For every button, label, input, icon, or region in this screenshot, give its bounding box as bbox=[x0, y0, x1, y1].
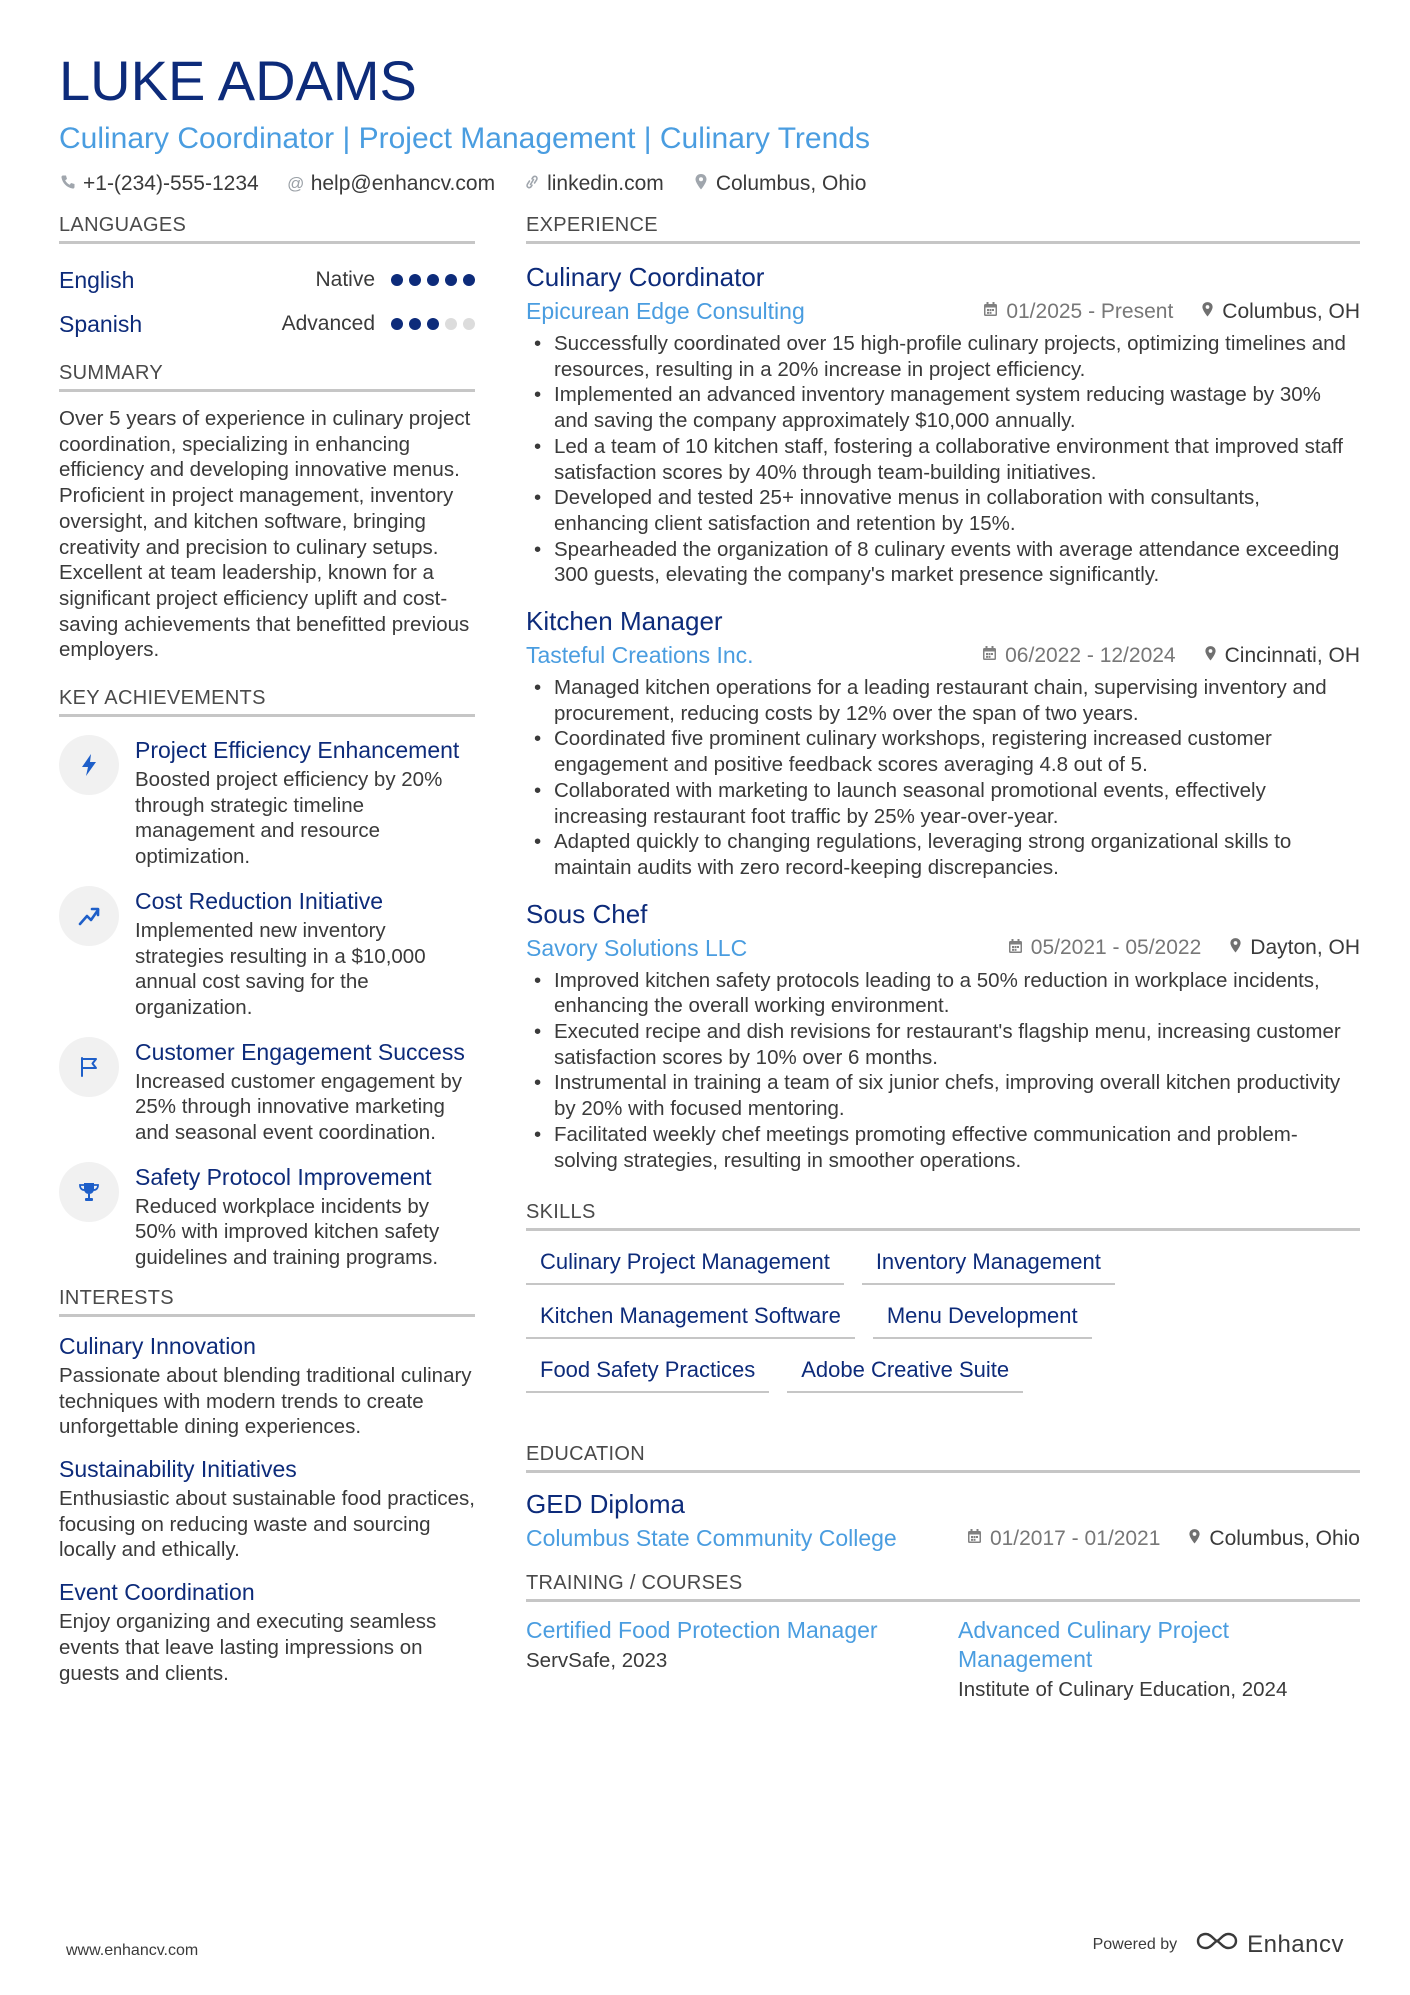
course-item bbox=[526, 1616, 958, 1704]
interest-item bbox=[59, 1577, 475, 1686]
job-location bbox=[1229, 936, 1360, 960]
job-bullet: • Implemented an advanced inventory management system reducing wastage by 30% and saving the company approximately $10,000 annually. bbox=[526, 382, 1360, 433]
languages-title: LANGUAGES bbox=[59, 214, 475, 244]
language-name: Spanish bbox=[59, 310, 143, 337]
achievement-desc: Boosted project efficiency by 20% through strategic timeline management and resource optimization. bbox=[135, 768, 443, 869]
training-title: TRAINING / COURSES bbox=[526, 1572, 1360, 1602]
interests-list bbox=[59, 1331, 475, 1686]
experience-section bbox=[526, 214, 1360, 1173]
calendar-icon bbox=[967, 1528, 982, 1549]
languages-section bbox=[59, 214, 475, 346]
job-company: Epicurean Edge Consulting bbox=[526, 298, 805, 324]
job-location-text: Cincinnati, OH bbox=[1224, 643, 1360, 667]
job-bullets bbox=[526, 675, 1360, 881]
contact-email[interactable] bbox=[287, 172, 495, 196]
contact-phone[interactable] bbox=[59, 172, 259, 196]
proficiency-dot-filled bbox=[409, 274, 421, 286]
job-bullet: • Collaborated with marketing to launch seasonal promotional events, effectively increasing restaurant foot traffic by 25% year-over-year. bbox=[526, 778, 1360, 829]
achievement-desc: Reduced workplace incidents by 50% with improved kitchen safety guidelines and training programs. bbox=[135, 1194, 440, 1270]
contact-linkedin-text: linkedin.com bbox=[547, 172, 664, 195]
link-icon bbox=[523, 174, 541, 195]
interest-desc: Passionate about blending traditional culinary techniques with modern trends to create unforgettable dining experiences. bbox=[59, 1363, 472, 1439]
location-icon bbox=[1201, 301, 1214, 323]
education-meta bbox=[526, 1525, 1360, 1552]
job-title: Culinary Coordinator bbox=[526, 262, 765, 292]
powered-by-text: Powered by bbox=[1092, 1935, 1178, 1953]
job-meta bbox=[526, 642, 1360, 669]
language-level: Advanced bbox=[281, 312, 375, 335]
interest-title: Event Coordination bbox=[59, 1579, 255, 1606]
language-proficiency-dots bbox=[391, 274, 475, 286]
achievement-title: Cost Reduction Initiative bbox=[135, 887, 384, 914]
job-meta bbox=[526, 298, 1360, 325]
achievements-list bbox=[59, 735, 475, 1271]
skills-list bbox=[526, 1249, 1186, 1393]
left-column bbox=[59, 214, 475, 1700]
achievement-desc: Implemented new inventory strategies resulting in a $10,000 annual cost saving for the organization. bbox=[135, 918, 426, 1019]
achievement-title: Safety Protocol Improvement bbox=[135, 1163, 432, 1190]
right-column bbox=[526, 214, 1360, 1704]
job-bullet: • Adapted quickly to changing regulations, leveraging strong organizational skills to maintain audits with zero record-keeping discrepancies. bbox=[526, 829, 1360, 880]
interest-desc: Enjoy organizing and executing seamless events that leave lasting impressions on guests and clients. bbox=[59, 1610, 437, 1685]
flag-icon bbox=[59, 1037, 119, 1097]
proficiency-dot-filled bbox=[463, 274, 475, 286]
brand-logo[interactable] bbox=[1195, 1930, 1344, 1959]
achievement-item bbox=[59, 886, 475, 1021]
job-company: Tasteful Creations Inc. bbox=[526, 642, 754, 669]
summary-text: Over 5 years of experience in culinary project coordination, specializing in enhancing efficiency and developing innovative menus. Proficient in project management, inventory oversight, and kitchen software, bringing creativity and precision to culinary setups. Excellent at team leadership, known for a significant project efficiency uplift and cost-saving achievements that benefitted previous employers. bbox=[59, 407, 471, 662]
job-location-text: Dayton, OH bbox=[1250, 936, 1360, 960]
location-icon bbox=[1229, 937, 1242, 959]
infinity-logo-icon bbox=[1195, 1930, 1239, 1959]
resume-header bbox=[59, 50, 1359, 196]
job-bullet: • Developed and tested 25+ innovative menus in collaboration with consultants, enhancing client satisfaction and retention by 15%. bbox=[526, 485, 1360, 536]
phone-icon bbox=[59, 174, 77, 195]
experience-title: EXPERIENCE bbox=[526, 214, 1360, 244]
job-bullets bbox=[526, 331, 1360, 588]
skill-tag: Inventory Management bbox=[862, 1249, 1115, 1285]
education-date-text: 01/2017 - 01/2021 bbox=[989, 1526, 1161, 1550]
lightning-icon bbox=[59, 735, 119, 795]
education-location bbox=[1188, 1527, 1360, 1551]
interest-item bbox=[59, 1454, 475, 1563]
skill-tag: Food Safety Practices bbox=[526, 1357, 769, 1393]
skill-tag: Adobe Creative Suite bbox=[787, 1357, 1023, 1393]
achievement-item bbox=[59, 1037, 475, 1146]
achievements-section bbox=[59, 687, 475, 1271]
proficiency-dot-filled bbox=[427, 318, 439, 330]
achievement-title: Project Efficiency Enhancement bbox=[135, 737, 460, 764]
job-company: Savory Solutions LLC bbox=[526, 934, 748, 961]
job-location bbox=[1204, 644, 1360, 668]
achievements-title: KEY ACHIEVEMENTS bbox=[59, 687, 475, 717]
interest-title: Culinary Innovation bbox=[59, 1332, 256, 1359]
footer-website[interactable]: www.enhancv.com bbox=[66, 1942, 199, 1959]
job-bullet: • Spearheaded the organization of 8 culinary events with average attendance exceeding 300 guests, elevating the company's market presence significantly. bbox=[526, 537, 1360, 588]
job-location-text: Columbus, OH bbox=[1222, 299, 1360, 323]
achievement-item bbox=[59, 1162, 475, 1271]
achievement-title: Customer Engagement Success bbox=[135, 1038, 465, 1065]
course-provider: ServSafe, 2023 bbox=[526, 1649, 668, 1673]
education-section bbox=[526, 1443, 1360, 1552]
job-bullet: • Improved kitchen safety protocols leading to a 50% reduction in workplace incidents, enhancing the overall working environment. bbox=[526, 968, 1360, 1019]
footer-branding bbox=[1093, 1930, 1344, 1959]
skill-tag: Culinary Project Management bbox=[526, 1249, 844, 1285]
job-bullet: • Instrumental in training a team of six junior chefs, improving overall kitchen productivity by 20% with focused mentoring. bbox=[526, 1070, 1360, 1121]
chart-arrow-icon bbox=[59, 886, 119, 946]
job-bullet: • Led a team of 10 kitchen staff, fostering a collaborative environment that improved staff satisfaction scores by 40% through team-building initiatives. bbox=[526, 434, 1360, 485]
language-name: English bbox=[59, 266, 135, 293]
job-date bbox=[1008, 936, 1201, 960]
job-bullet: • Managed kitchen operations for a leading restaurant chain, supervising inventory and procurement, reducing costs by 12% over the span of two years. bbox=[526, 675, 1360, 726]
calendar-icon bbox=[1008, 938, 1023, 959]
job-date-text: 06/2022 - 12/2024 bbox=[1005, 643, 1176, 667]
interest-title: Sustainability Initiatives bbox=[59, 1455, 297, 1482]
proficiency-dot-filled bbox=[445, 274, 457, 286]
education-date bbox=[967, 1527, 1160, 1551]
job-location bbox=[1201, 300, 1360, 324]
calendar-icon bbox=[982, 645, 997, 666]
achievement-item bbox=[59, 735, 475, 870]
job-meta bbox=[526, 935, 1360, 962]
training-section bbox=[526, 1572, 1360, 1704]
skill-tag: Kitchen Management Software bbox=[526, 1303, 855, 1339]
job-bullets bbox=[526, 968, 1360, 1174]
job-date bbox=[982, 644, 1175, 668]
language-level: Native bbox=[315, 268, 375, 291]
calendar-icon bbox=[983, 301, 998, 322]
summary-title: SUMMARY bbox=[59, 362, 475, 392]
course-provider: Institute of Culinary Education, 2024 bbox=[958, 1678, 1288, 1702]
job-date-text: 05/2021 - 05/2022 bbox=[1030, 936, 1202, 960]
summary-section bbox=[59, 362, 475, 663]
skills-section bbox=[526, 1201, 1360, 1393]
trophy-icon bbox=[59, 1162, 119, 1222]
location-icon bbox=[692, 173, 710, 196]
proficiency-dot-empty bbox=[463, 318, 475, 330]
course-title: Advanced Culinary Project Management bbox=[958, 1617, 1230, 1673]
contact-bar bbox=[59, 172, 1359, 196]
skills-title: SKILLS bbox=[526, 1201, 1360, 1231]
brand-name: Enhancv bbox=[1247, 1930, 1344, 1958]
interests-section bbox=[59, 1287, 475, 1686]
language-english bbox=[59, 258, 475, 302]
location-icon bbox=[1188, 1528, 1201, 1550]
education-school: Columbus State Community College bbox=[526, 1525, 897, 1552]
contact-location-text: Columbus, Ohio bbox=[715, 172, 867, 195]
interest-desc: Enthusiastic about sustainable food practices, focusing on reducing waste and sourcing locally and ethically. bbox=[59, 1486, 475, 1562]
interest-item bbox=[59, 1331, 475, 1440]
proficiency-dot-filled bbox=[391, 274, 403, 286]
job-title: Kitchen Manager bbox=[526, 606, 723, 637]
education-degree: GED Diploma bbox=[526, 1489, 685, 1520]
proficiency-dot-filled bbox=[391, 318, 403, 330]
proficiency-dot-filled bbox=[427, 274, 439, 286]
contact-email-text: help@enhancv.com bbox=[310, 172, 496, 195]
job-entry bbox=[526, 604, 1360, 881]
contact-linkedin[interactable] bbox=[523, 172, 664, 196]
job-bullet: • Successfully coordinated over 15 high-profile culinary projects, optimizing timelines and resources, resulting in a 20% increase in project efficiency. bbox=[526, 331, 1360, 382]
proficiency-dot-filled bbox=[409, 318, 421, 330]
job-title: Sous Chef bbox=[526, 898, 648, 929]
interests-title: INTERESTS bbox=[59, 1287, 475, 1317]
proficiency-dot-empty bbox=[445, 318, 457, 330]
courses-list bbox=[526, 1616, 1360, 1704]
contact-phone-text: +1-(234)-555-1234 bbox=[83, 172, 259, 195]
language-spanish bbox=[59, 302, 475, 346]
education-location-text: Columbus, Ohio bbox=[1209, 1526, 1360, 1550]
skill-tag: Menu Development bbox=[873, 1303, 1092, 1339]
job-date bbox=[983, 300, 1173, 324]
achievement-desc: Increased customer engagement by 25% through innovative marketing and seasonal event coordination. bbox=[135, 1069, 463, 1145]
at-icon: @ bbox=[287, 174, 305, 193]
job-entry bbox=[526, 897, 1360, 1174]
education-title: EDUCATION bbox=[526, 1443, 1360, 1473]
language-proficiency-dots bbox=[391, 318, 475, 330]
job-bullet: • Facilitated weekly chef meetings promoting effective communication and problem-solving strategies, resulting in smoother operations. bbox=[526, 1122, 1360, 1173]
languages-list bbox=[59, 258, 475, 346]
job-bullet: • Coordinated five prominent culinary workshops, registering increased customer engagement and positive feedback scores averaging 4.8 out of 5. bbox=[526, 726, 1360, 777]
job-bullet: • Executed recipe and dish revisions for restaurant's flagship menu, increasing customer satisfaction scores by 10% over 6 months. bbox=[526, 1019, 1360, 1070]
candidate-headline: Culinary Coordinator | Project Management | Culinary Trends bbox=[59, 122, 870, 155]
job-entry bbox=[526, 260, 1360, 588]
location-icon bbox=[1204, 645, 1217, 667]
course-item bbox=[958, 1616, 1360, 1704]
job-date-text: 01/2025 - Present bbox=[1006, 299, 1174, 323]
contact-location bbox=[692, 172, 867, 196]
course-title: Certified Food Protection Manager bbox=[526, 1617, 878, 1644]
candidate-name: LUKE ADAMS bbox=[59, 49, 417, 112]
